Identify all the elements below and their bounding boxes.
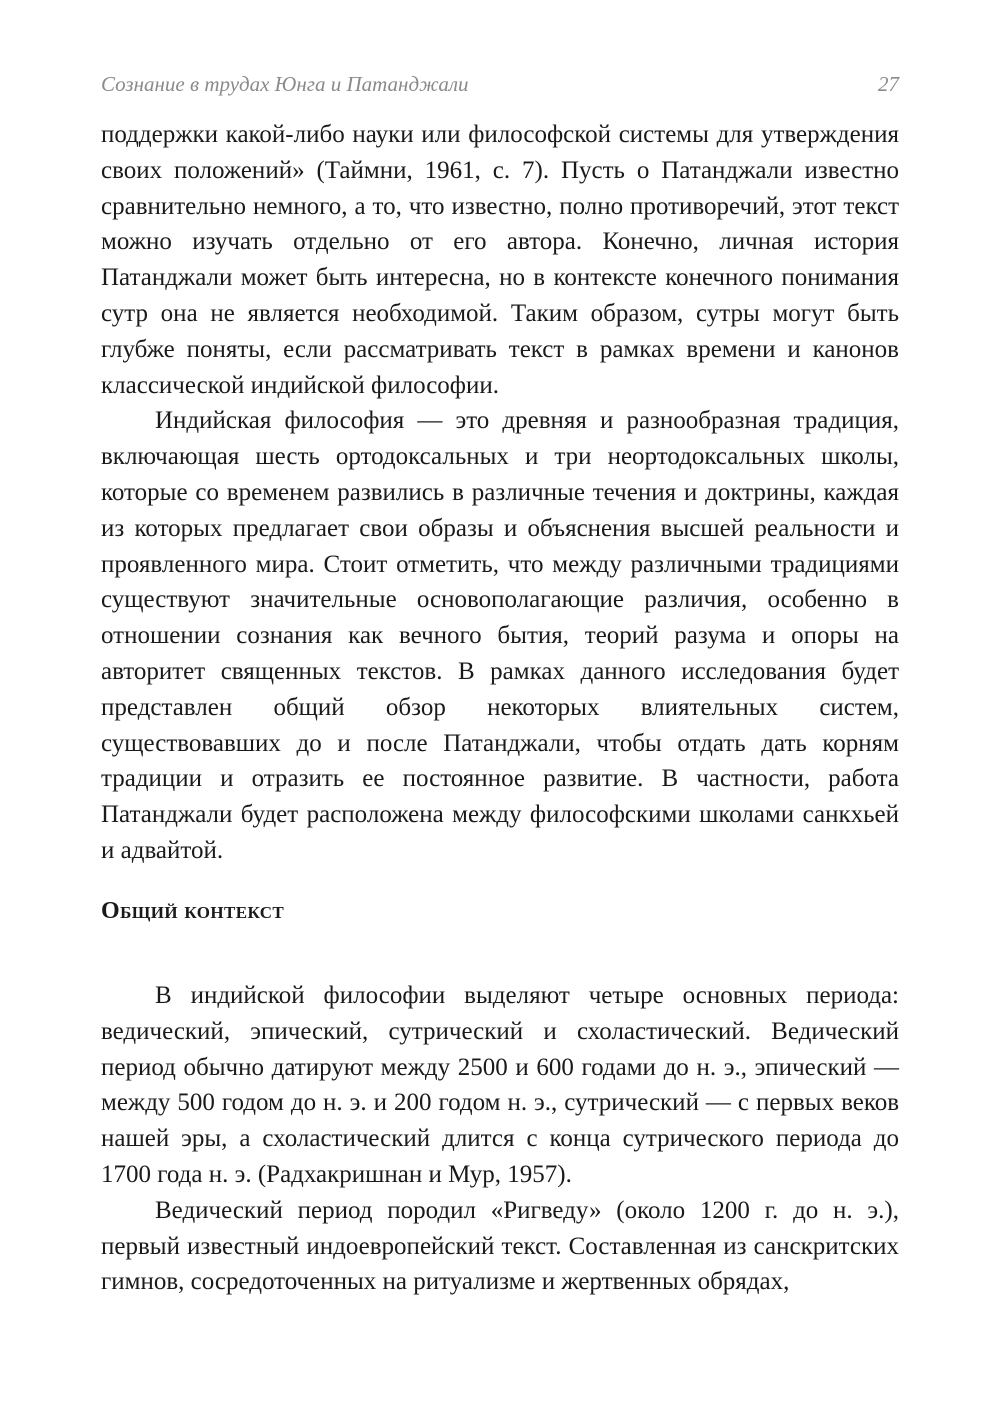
body-text-bottom — [101, 978, 899, 1300]
paragraph: В индийской философии выделяют четыре основных периода: ведический, эпический, сутрический и схоластический. Ведический период обычно датируют между 2500 и 600 годами до н. э., эпический — между 500 годом до н. э. и 200 годом н. э., сутрический — с первых веков нашей эры, а схоластический длится с конца сутрического периода до 1700 года н. э. (Радхакришнан и Мур, 1957). — [101, 982, 899, 1188]
body-text-top — [101, 117, 899, 869]
running-header-title: Сознание в трудах Юнга и Патанджали — [101, 72, 469, 96]
paragraph: Ведический период породил «Ригведу» (около 1200 г. до н. э.), первый известный индоевропейский текст. Составленная из санскритских гимнов, сосредоточенных на ритуализме и жертвенных обрядах, — [101, 1196, 899, 1296]
paragraph-continued: поддержки какой-либо науки или философской системы для утверждения своих положений» (Таймни, 1961, с. 7). Пусть о Патанджали известно сравнительно немного, а то, что известно, полно противоречий, этот текст можно изучать отдельно от его автора. Конечно, личная история Патанджали может быть интересна, но в контексте конечного понимания сутр она не является необходимой. Таким образом, сутры могут быть глубже поняты, если рассматривать текст в рамках времени и канонов классической индийской философии. — [101, 121, 899, 399]
running-header — [101, 72, 899, 102]
page-number: 27 — [878, 72, 899, 96]
paragraph: Индийская философия — это древняя и разнообразная традиция, включающая шесть ортодоксальных и три неортодоксальных школы, которые со временем развились в различные течения и доктрины, каждая из которых предлагает свои образы и объяснения высшей реальности и проявленного мира. Стоит отметить, что между различными традициями существуют значительные основополагающие различия, особенно в отношении сознания как вечного бытия, теорий разума и опоры на авторитет священных текстов. В рамках данного исследования будет представлен общий обзор некоторых влиятельных систем, существовавших до и после Патанджали, чтобы отдать дать корням традиции и отразить ее постоянное развитие. В частности, работа Патанджали будет расположена между философскими школами санкхьей и адвайтой. — [101, 407, 899, 864]
section-heading: Общий контекст — [101, 898, 285, 924]
